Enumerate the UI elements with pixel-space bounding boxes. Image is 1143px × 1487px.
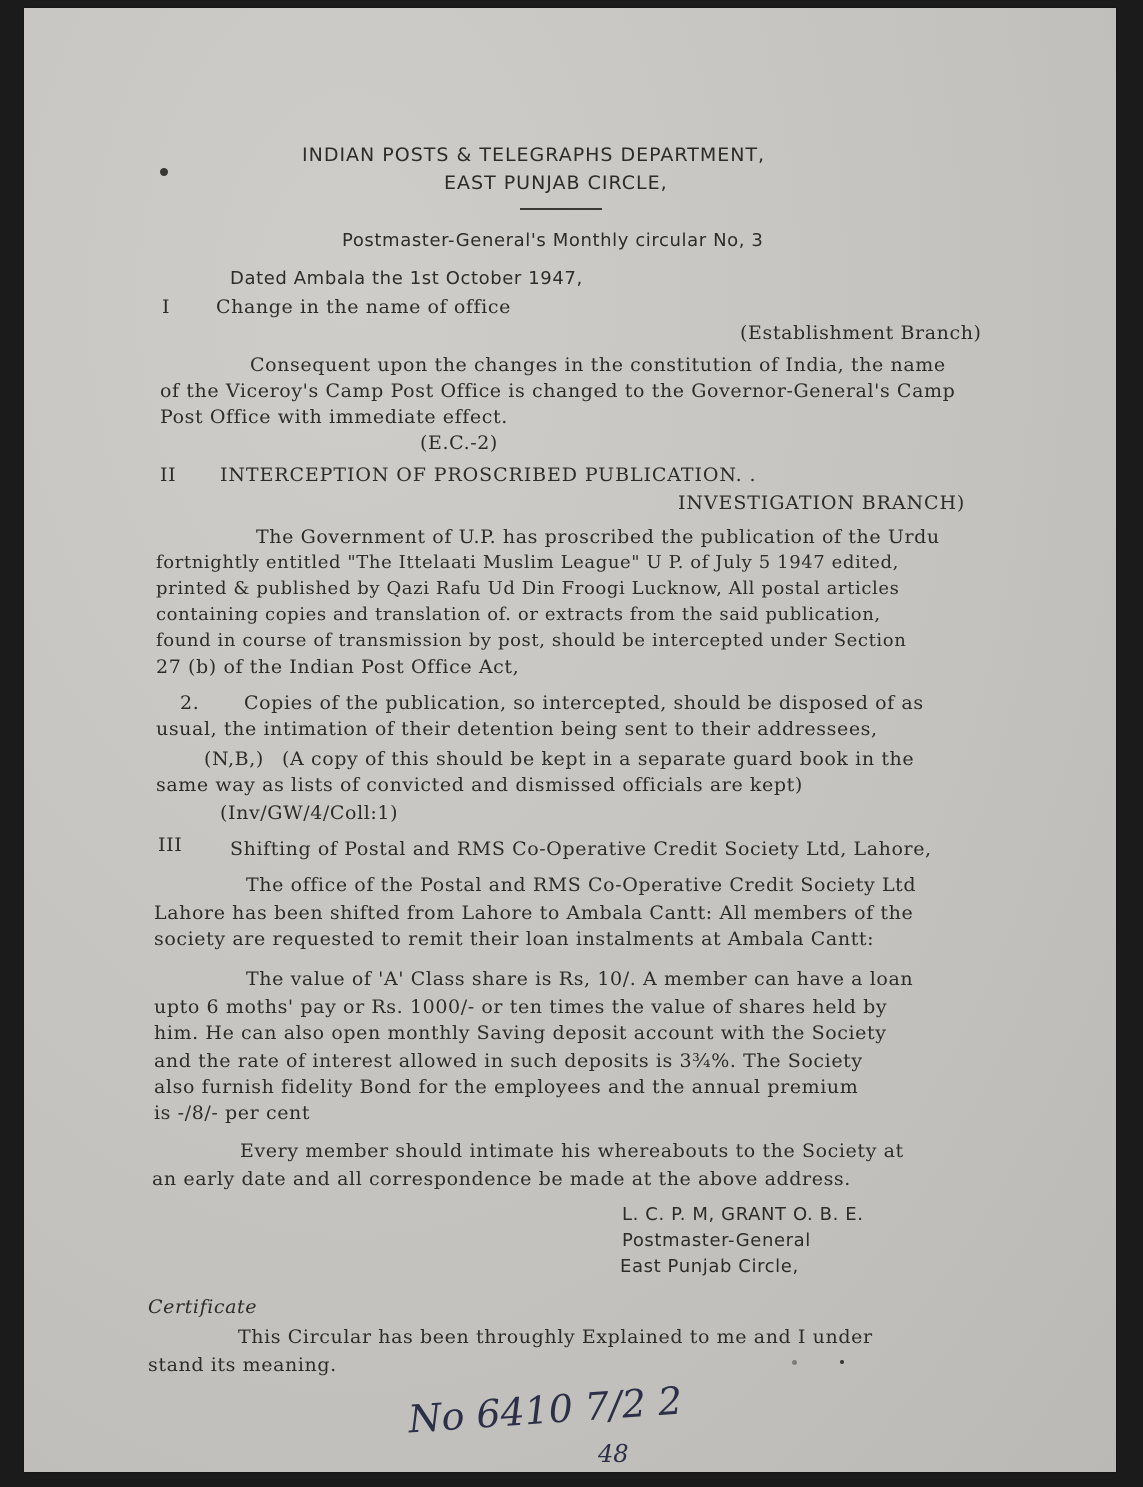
circular-document <box>24 8 1116 1472</box>
section-2-para-2-line: Copies of the publication, so intercepted, should be disposed of as <box>244 692 924 714</box>
ink-spot <box>160 168 168 176</box>
section-3-para-line: an early date and all correspondence be made at the above address. <box>152 1168 851 1190</box>
section-3-para-line: is -/8/- per cent <box>154 1102 311 1124</box>
section-3-para-line: The office of the Postal and RMS Co-Operative Credit Society Ltd <box>246 874 917 896</box>
section-2-para-2-line: usual, the intimation of their detention being sent to their addressees, <box>156 718 878 740</box>
section-3-para-line: Lahore has been shifted from Lahore to Ambala Cantt: All members of the <box>154 902 914 924</box>
handwritten-note: No 6410 7/2 2 <box>406 1378 684 1442</box>
certificate-line: stand its meaning. <box>148 1354 337 1376</box>
section-2-para-line: The Government of U.P. has proscribed the publication of the Urdu <box>256 526 940 548</box>
section-3-para-line: and the rate of interest allowed in such deposits is 3¾%. The Society <box>154 1050 863 1072</box>
header-rule <box>520 208 602 210</box>
signatory-name: L. C. P. M, GRANT O. B. E. <box>622 1204 864 1225</box>
ink-spot <box>840 1360 844 1364</box>
section-3-title: Shifting of Postal and RMS Co-Operative Credit Society Ltd, Lahore, <box>230 838 932 860</box>
circle-title: EAST PUNJAB CIRCLE, <box>444 172 668 194</box>
section-2-title: INTERCEPTION OF PROSCRIBED PUBLICATION. . <box>220 464 757 486</box>
section-2-para-line: 27 (b) of the Indian Post Office Act, <box>156 656 520 678</box>
certificate-label: Certificate <box>148 1296 258 1318</box>
section-3-para-line: him. He can also open monthly Saving deposit account with the Society <box>154 1022 887 1044</box>
nb-line: same way as lists of convicted and dismissed officials are kept) <box>156 774 803 796</box>
signatory-title: Postmaster-General <box>622 1230 811 1251</box>
handwritten-number: 48 <box>598 1440 629 1468</box>
nb-line: (A copy of this should be kept in a separate guard book in the <box>282 748 915 770</box>
section-3-para-line: also furnish fidelity Bond for the employees and the annual premium <box>154 1076 859 1098</box>
department-title: INDIAN POSTS & TELEGRAPHS DEPARTMENT, <box>302 144 766 166</box>
section-1-line: Post Office with immediate effect. <box>160 406 508 428</box>
section-3-para-line: Every member should intimate his whereabouts to the Society at <box>240 1140 904 1162</box>
section-3-number: III <box>158 834 183 856</box>
section-2-para-line: found in course of transmission by post, should be intercepted under Section <box>156 630 907 651</box>
section-2-para-line: printed & published by Qazi Rafu Ud Din Froogi Lucknow, All postal articles <box>156 578 900 599</box>
section-3-para-line: society are requested to remit their loan instalments at Ambala Cantt: <box>154 928 875 950</box>
section-1-line: Consequent upon the changes in the constitution of India, the name <box>250 354 946 376</box>
circular-number: Postmaster-General's Monthly circular No, 3 <box>342 230 764 251</box>
section-1-line: of the Viceroy's Camp Post Office is changed to the Governor-General's Camp <box>160 380 956 402</box>
section-2-para-2-number: 2. <box>180 692 200 714</box>
section-1-title: Change in the name of office <box>216 296 511 318</box>
section-3-para-line: The value of 'A' Class share is Rs, 10/. A member can have a loan <box>246 968 914 990</box>
section-1-number: I <box>162 296 171 318</box>
section-2-para-line: fortnightly entitled "The Ittelaati Muslim League" U P. of July 5 1947 edited, <box>156 552 899 573</box>
certificate-line: This Circular has been throughly Explained to me and I under <box>238 1326 873 1348</box>
section-2-para-line: containing copies and translation of. or extracts from the said publication, <box>156 604 881 625</box>
section-2-branch: INVESTIGATION BRANCH) <box>678 492 966 514</box>
section-1-reference: (E.C.-2) <box>420 432 498 454</box>
section-2-reference: (Inv/GW/4/Coll:1) <box>220 802 399 824</box>
ink-spot <box>792 1360 797 1365</box>
section-3-para-line: upto 6 moths' pay or Rs. 1000/- or ten times the value of shares held by <box>154 996 888 1018</box>
section-1-branch: (Establishment Branch) <box>740 322 982 344</box>
circular-date: Dated Ambala the 1st October 1947, <box>230 268 583 289</box>
signatory-circle: East Punjab Circle, <box>620 1256 799 1277</box>
nb-label: (N,B,) <box>204 748 264 770</box>
section-2-number: II <box>160 464 177 486</box>
